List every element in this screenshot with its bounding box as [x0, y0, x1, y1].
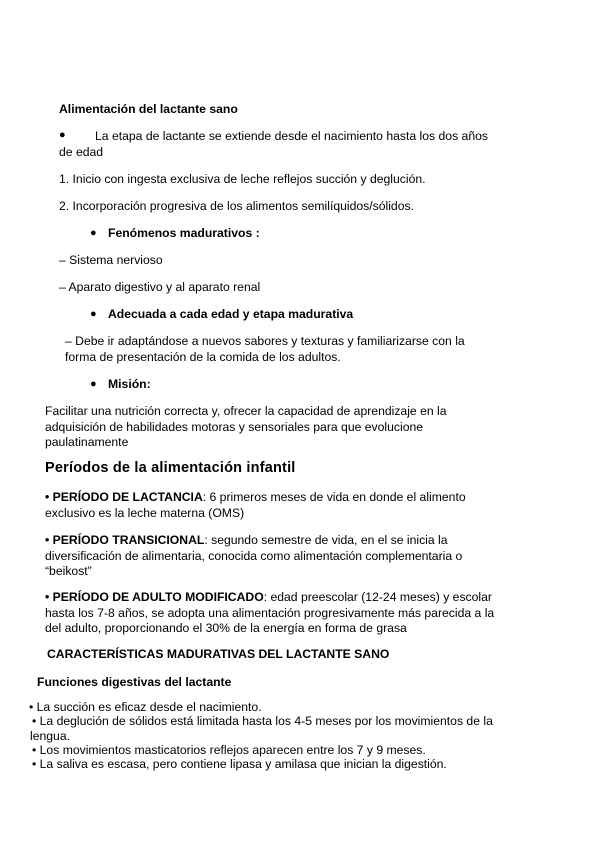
intro-bullet: ● — [59, 129, 66, 141]
periodo-text: : edad preescolar (12-24 meses) y escolar — [263, 590, 492, 604]
intro-text-cont: de edad — [59, 145, 104, 159]
periodos-title: Períodos de la alimentación infantil — [45, 460, 296, 476]
item-2: 2. Incorporación progresiva de los alimentos semilíquidos/sólidos. — [59, 199, 414, 213]
periodo-lactancia — [45, 490, 466, 505]
funcion-item: • Los movimientos masticatorios reflejos aparecen entre los 7 y 9 meses. — [32, 743, 426, 757]
funcion-item: • La succión es eficaz desde el nacimiento. — [29, 700, 262, 714]
funcion-item-cont: lengua. — [30, 729, 70, 743]
periodo-transicional-cont: diversificación de alimentaria, conocida como alimentación complementaria o — [45, 549, 463, 563]
adecuada-bullet: ● — [90, 308, 97, 320]
intro-text: La etapa de lactante se extiende desde el nacimiento hasta los dos años — [95, 129, 488, 143]
periodo-transicional — [45, 533, 448, 548]
periodo-text: : 6 primeros meses de vida en donde el alimento — [202, 490, 466, 504]
caracteristicas-title: CARACTERÍSTICAS MADURATIVAS DEL LACTANTE SANO — [47, 647, 390, 661]
periodo-adulto — [45, 590, 492, 605]
fenomenos-bullet: ● — [90, 227, 97, 239]
mision-text-3: paulatinamente — [45, 435, 129, 449]
funciones-title: Funciones digestivas del lactante — [37, 675, 232, 689]
fenomenos-item: – Sistema nervioso — [59, 253, 163, 267]
fenomenos-item: – Aparato digestivo y al aparato renal — [59, 280, 261, 294]
page-title: Alimentación del lactante sano — [59, 102, 238, 116]
mision-title: Misión: — [108, 377, 151, 391]
item-1: 1. Inicio con ingesta exclusiva de leche reflejos succión y deglución. — [59, 172, 426, 186]
adecuada-text-1: – Debe ir adaptándose a nuevos sabores y texturas y familiarizarse con la — [65, 334, 465, 348]
funcion-item: • La deglución de sólidos está limitada hasta los 4-5 meses por los movimientos de la — [32, 714, 493, 728]
periodo-adulto-cont: hasta los 7-8 años, se adopta una alimentación progresivamente más parecida a la — [45, 606, 495, 620]
adecuada-text-2: forma de presentación de la comida de los adultos. — [65, 350, 341, 364]
periodo-lactancia-cont: exclusivo es la leche materna (OMS) — [45, 506, 245, 520]
periodo-label: • PERÍODO DE ADULTO MODIFICADO — [45, 590, 264, 604]
funcion-item: • La saliva es escasa, pero contiene lipasa y amilasa que inician la digestión. — [32, 757, 447, 771]
periodo-label: • PERÍODO DE LACTANCIA — [45, 490, 203, 504]
mision-text-2: adquisición de habilidades motoras y sensoriales para que evolucione — [45, 420, 424, 434]
adecuada-title: Adecuada a cada edad y etapa madurativa — [108, 307, 354, 321]
periodo-label: • PERÍODO TRANSICIONAL — [45, 533, 205, 547]
periodo-adulto-cont-2: del adulto, proporcionando el 30% de la energía en forma de grasa — [45, 621, 407, 635]
periodo-transicional-cont-2: “beikost” — [45, 564, 92, 578]
mision-bullet: ● — [90, 378, 97, 390]
mision-text-1: Facilitar una nutrición correcta y, ofrecer la capacidad de aprendizaje en la — [45, 404, 447, 418]
periodo-text: : segundo semestre de vida, en el se inicia la — [204, 533, 448, 547]
fenomenos-title: Fenómenos madurativos : — [108, 226, 260, 240]
